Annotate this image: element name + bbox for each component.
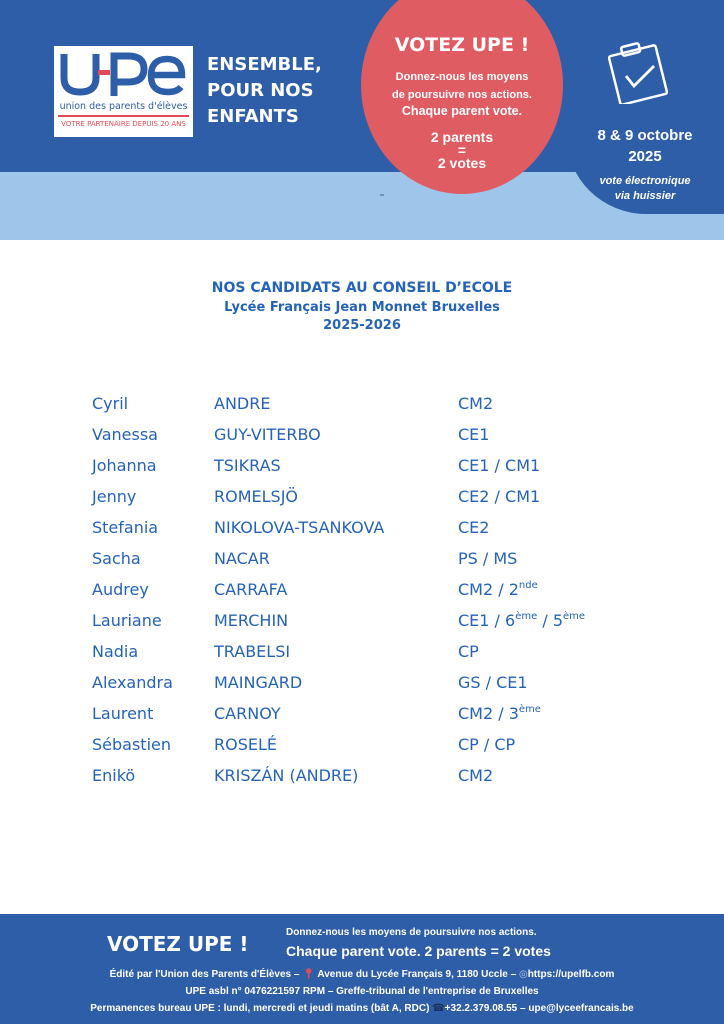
vote-date-year: 2025 xyxy=(628,148,662,165)
website-link[interactable]: https://upelfb.com xyxy=(527,969,615,980)
candidate-last-name: MAINGARD xyxy=(214,673,303,692)
classes-superscript: ème xyxy=(515,611,538,622)
candidate-last-name: CARRAFA xyxy=(214,580,288,599)
slogan xyxy=(207,52,357,130)
vote-circle-equation xyxy=(361,131,563,170)
classes-text: / 5 xyxy=(537,611,563,630)
footer-legal: UPE asbl n° 0476221597 RPM – Greffe-tribunal de l'entreprise de Bruxelles xyxy=(185,986,539,997)
candidate-first-name: Sébastien xyxy=(92,735,171,754)
publisher-text: Édité par l'Union des Parents d'Élèves – xyxy=(109,969,300,980)
candidate-last-name: NIKOLOVA-TSANKOVA xyxy=(214,518,385,537)
candidate-classes: CE2 / CM1 xyxy=(458,487,541,506)
contact-separator: – xyxy=(520,1003,526,1014)
candidate-classes: CE2 xyxy=(458,518,490,537)
candidate-classes: CE1 / CM1 xyxy=(458,456,541,475)
candidate-last-name: TRABELSI xyxy=(214,642,291,661)
candidate-classes xyxy=(458,611,585,630)
school-name: Lycée Français Jean Monnet Bruxelles xyxy=(224,300,500,315)
candidate-first-name: Johanna xyxy=(92,456,157,475)
slogan-line: ENFANTS xyxy=(207,106,299,127)
slogan-line: POUR NOS xyxy=(207,80,314,101)
phone-number[interactable]: +32.2.379.08.55 xyxy=(444,1003,518,1014)
vote-circle-parent-vote: Chaque parent vote. xyxy=(401,104,523,118)
candidate-row xyxy=(0,549,724,580)
candidate-row xyxy=(0,704,724,735)
vote-date xyxy=(566,125,724,167)
candidate-last-name: CARNOY xyxy=(214,704,281,723)
classes-superscript: ème xyxy=(518,704,541,715)
vote-circle-title: VOTEZ UPE ! xyxy=(394,34,530,56)
candidate-first-name: Laurent xyxy=(92,704,154,723)
footer-tagline: Donnez-nous les moyens de poursuivre nos actions. xyxy=(286,927,537,938)
candidate-classes: PS / MS xyxy=(458,549,518,568)
footer-contact xyxy=(0,1003,724,1014)
publisher-address: Avenue du Lycée Français 9, 1180 Uccle – xyxy=(317,969,517,980)
vote-circle-line: de poursuivre nos actions. xyxy=(392,89,532,101)
decorative-dot xyxy=(380,194,384,196)
vote-circle-parents: 2 parents xyxy=(430,129,494,145)
email-link[interactable]: upe@lyceefrancais.be xyxy=(528,1003,634,1014)
candidate-first-name: Jenny xyxy=(92,487,137,506)
candidate-last-name: ANDRE xyxy=(214,394,271,413)
globe-icon: ◎ xyxy=(518,969,528,980)
vote-method xyxy=(566,174,724,204)
classes-text: CM2 / 2 xyxy=(458,580,519,599)
candidate-row xyxy=(0,456,724,487)
candidate-row xyxy=(0,518,724,549)
phone-icon: ☎ xyxy=(432,1003,445,1014)
footer-vote-line: Chaque parent vote. 2 parents = 2 votes xyxy=(286,943,551,959)
candidate-last-name: MERCHIN xyxy=(214,611,289,630)
candidate-last-name: ROMELSJÖ xyxy=(214,487,299,506)
candidate-classes xyxy=(458,580,538,599)
candidate-last-name: KRISZÁN (ANDRE) xyxy=(214,766,359,785)
vote-circle-votes: 2 votes xyxy=(437,155,487,171)
vote-circle-text xyxy=(361,68,563,104)
office-hours: Permanences bureau UPE : lundi, mercredi et jeudi matins (bât A, RDC) xyxy=(90,1003,430,1014)
candidate-classes: CM2 xyxy=(458,766,494,785)
candidate-row xyxy=(0,611,724,642)
vote-circle-line: Donnez-nous les moyens xyxy=(395,71,529,83)
candidate-first-name: Enikö xyxy=(92,766,136,785)
candidate-row xyxy=(0,394,724,425)
candidate-row xyxy=(0,487,724,518)
school-year: 2025-2026 xyxy=(323,318,401,333)
candidate-row xyxy=(0,425,724,456)
vote-date-day: 8 & 9 octobre xyxy=(597,127,693,144)
footer xyxy=(0,914,724,1024)
candidate-classes xyxy=(458,704,541,723)
candidate-classes: GS / CE1 xyxy=(458,673,528,692)
candidate-first-name: Sacha xyxy=(92,549,141,568)
classes-superscript: nde xyxy=(518,580,538,591)
candidate-row xyxy=(0,673,724,704)
upe-logo-mark xyxy=(60,48,187,98)
candidate-classes: CP xyxy=(458,642,479,661)
candidate-row xyxy=(0,580,724,611)
logo-divider xyxy=(58,115,189,117)
candidate-classes: CE1 xyxy=(458,425,490,444)
logo-subline: VOTRE PARTENAIRE DEPUIS 20 ANS xyxy=(61,120,186,128)
candidate-classes: CM2 xyxy=(458,394,494,413)
candidate-first-name: Nadia xyxy=(92,642,139,661)
footer-vote-title: VOTEZ UPE ! xyxy=(107,932,249,956)
candidate-classes: CP / CP xyxy=(458,735,516,754)
candidate-last-name: TSIKRAS xyxy=(214,456,281,475)
candidate-first-name: Audrey xyxy=(92,580,149,599)
candidate-last-name: GUY-VITERBO xyxy=(214,425,321,444)
vote-circle xyxy=(361,0,563,194)
logo-tagline: union des parents d'élèves xyxy=(59,101,188,112)
footer-publisher xyxy=(0,969,724,980)
vote-method-line: vote électronique xyxy=(599,175,691,187)
classes-superscript: ème xyxy=(563,611,586,622)
candidate-first-name: Stefania xyxy=(92,518,159,537)
candidate-last-name: ROSELÉ xyxy=(214,735,277,754)
page-title: NOS CANDIDATS AU CONSEIL D’ECOLE xyxy=(211,280,513,296)
upe-logo xyxy=(54,46,193,137)
candidate-row xyxy=(0,735,724,766)
candidate-row xyxy=(0,766,724,797)
clipboard-check-icon xyxy=(608,42,668,104)
classes-text: CE1 / 6 xyxy=(458,611,516,630)
candidate-first-name: Vanessa xyxy=(92,425,158,444)
vote-circle-equals: = xyxy=(457,142,467,158)
candidate-first-name: Lauriane xyxy=(92,611,162,630)
candidate-first-name: Alexandra xyxy=(92,673,173,692)
vote-method-line: via huissier xyxy=(614,190,676,202)
candidate-last-name: NACAR xyxy=(214,549,270,568)
location-pin-icon: 📍︎ xyxy=(302,969,315,980)
candidate-row xyxy=(0,642,724,673)
candidate-first-name: Cyril xyxy=(92,394,129,413)
slogan-line: ENSEMBLE, xyxy=(207,54,322,75)
classes-text: CM2 / 3 xyxy=(458,704,519,723)
